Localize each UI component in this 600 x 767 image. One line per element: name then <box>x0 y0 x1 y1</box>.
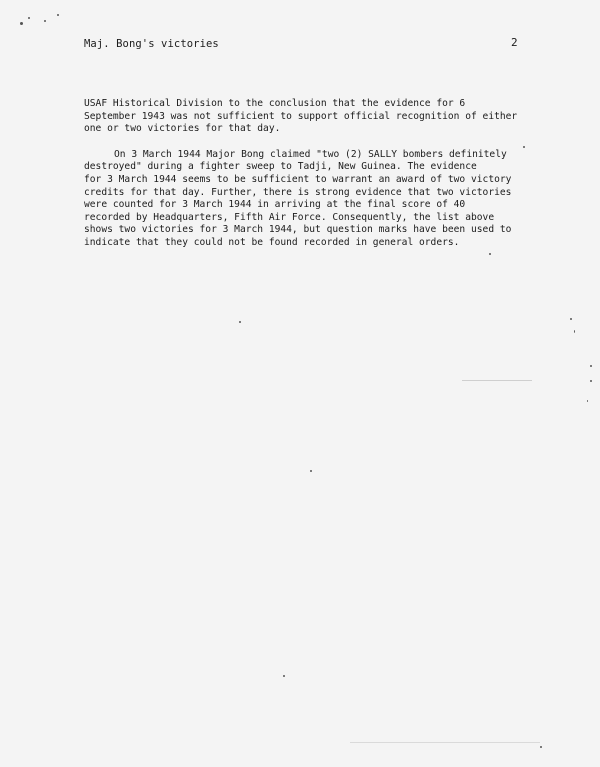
document-body <box>84 98 534 263</box>
scan-speck <box>590 365 592 367</box>
scan-speck <box>587 400 588 402</box>
text-line: On 3 March 1944 Major Bong claimed "two (2) SALLY bombers definitely <box>114 148 507 160</box>
running-title: Maj. Bong's victories <box>84 38 219 50</box>
scan-speck <box>57 14 59 16</box>
scan-artifact-line <box>462 380 532 381</box>
text-line: September 1943 was not sufficient to support official recognition of either <box>84 110 518 122</box>
scan-speck <box>570 318 572 320</box>
text-line: for 3 March 1944 seems to be sufficient to warrant an award of two victory <box>84 173 512 185</box>
paragraph-1 <box>84 98 534 136</box>
text-line: USAF Historical Division to the conclusion that the evidence for 6 <box>84 98 466 109</box>
text-line: destroyed" during a fighter sweep to Tadji, New Guinea. The evidence <box>84 161 477 173</box>
scan-speck <box>310 470 312 472</box>
scan-speck <box>283 675 285 677</box>
scan-speck <box>239 321 241 323</box>
text-line: credits for that day. Further, there is strong evidence that two victories <box>84 186 512 198</box>
scan-speck <box>28 17 30 19</box>
scan-speck <box>44 20 46 22</box>
scan-speck <box>574 330 575 333</box>
text-line: indicate that they could not be found recorded in general orders. <box>84 236 460 248</box>
page-number: 2 <box>511 36 518 49</box>
scan-speck <box>489 253 491 255</box>
text-line: were counted for 3 March 1944 in arriving at the final score of 40 <box>84 199 466 211</box>
paragraph-2 <box>84 149 534 250</box>
scan-artifact-line <box>350 742 540 743</box>
scan-speck <box>523 146 525 148</box>
scan-speck <box>540 746 542 748</box>
scan-speck <box>20 22 23 25</box>
text-line: shows two victories for 3 March 1944, but question marks have been used to <box>84 224 512 236</box>
scan-speck <box>590 380 592 382</box>
text-line: recorded by Headquarters, Fifth Air Force. Consequently, the list above <box>84 211 495 223</box>
text-line: one or two victories for that day. <box>84 123 281 135</box>
